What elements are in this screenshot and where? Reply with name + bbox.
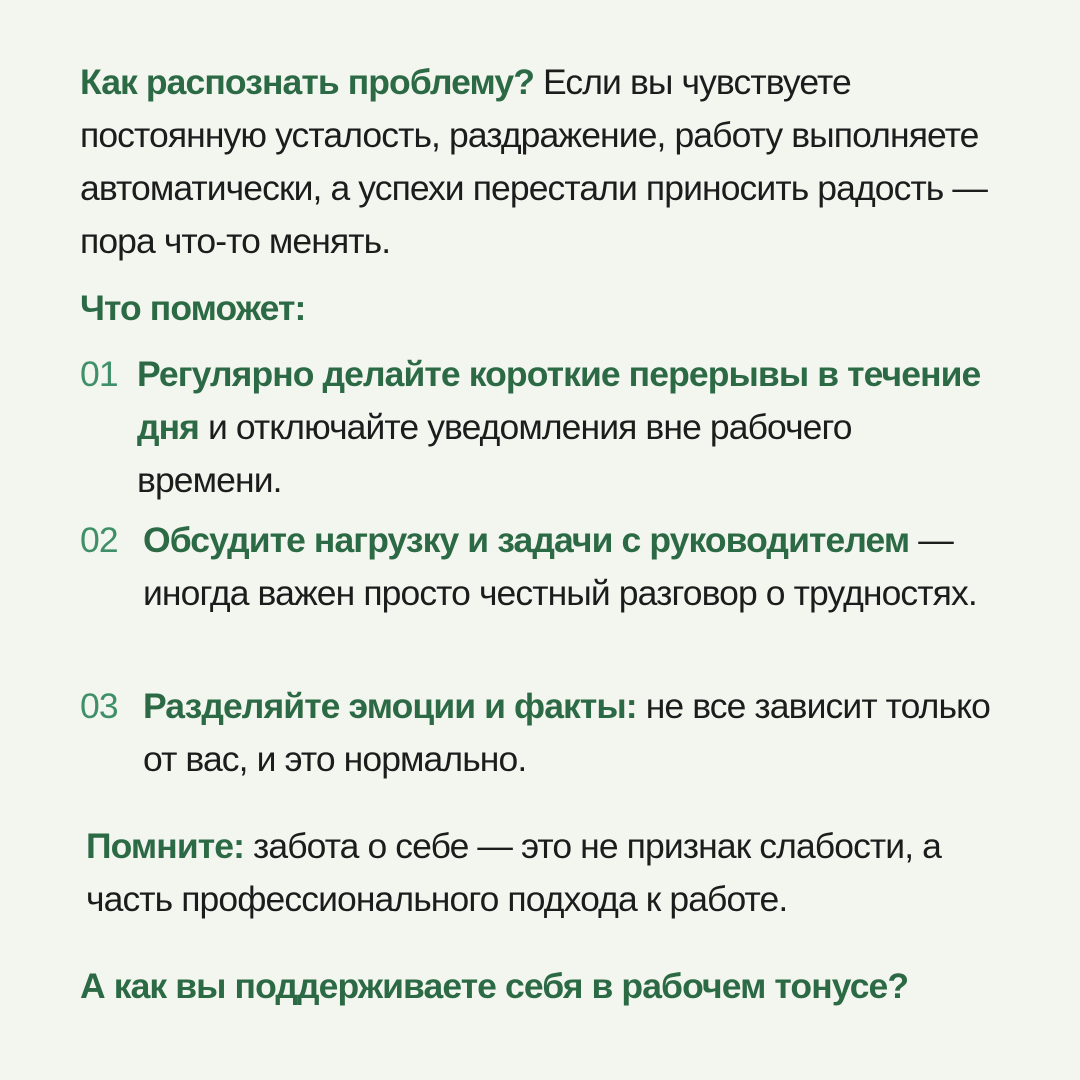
- item-number: 02: [80, 520, 118, 560]
- item-lead: Регулярно делайте короткие перерывы в течение дня: [137, 354, 981, 447]
- item-number: 01: [80, 354, 118, 394]
- remember-lead: Помните:: [86, 826, 245, 866]
- item-lead: Разделяйте эмоции и факты:: [143, 686, 637, 726]
- item-lead: Обсудите нагрузку и задачи с руководителем: [143, 520, 910, 560]
- item-body: [143, 680, 1003, 786]
- remember-text: забота о себе — это не признак слабости, а часть профессионального подхода к работе.: [86, 826, 941, 919]
- item-text: не все зависит только от вас, и это нормально.: [143, 686, 990, 779]
- item-body: [143, 514, 1003, 620]
- item-number: 03: [80, 686, 118, 726]
- intro-paragraph: [80, 56, 1000, 268]
- remember-paragraph: [86, 820, 1026, 926]
- helps-heading: Что поможет:: [80, 288, 306, 328]
- intro-lead: Как распознать проблему?: [80, 62, 535, 102]
- item-text: и отключайте уведомления вне рабочего времени.: [137, 407, 852, 500]
- item-body: [137, 348, 997, 507]
- intro-text: Если вы чувствуете постоянную усталость, раздражение, работу выполняете автоматически, а успехи перестали приносить радость — пора что-то менять.: [80, 62, 987, 261]
- item-text: — иногда важен просто честный разговор о трудностях.: [143, 520, 977, 613]
- closing-question: А как вы поддерживаете себя в рабочем тонусе?: [80, 966, 909, 1006]
